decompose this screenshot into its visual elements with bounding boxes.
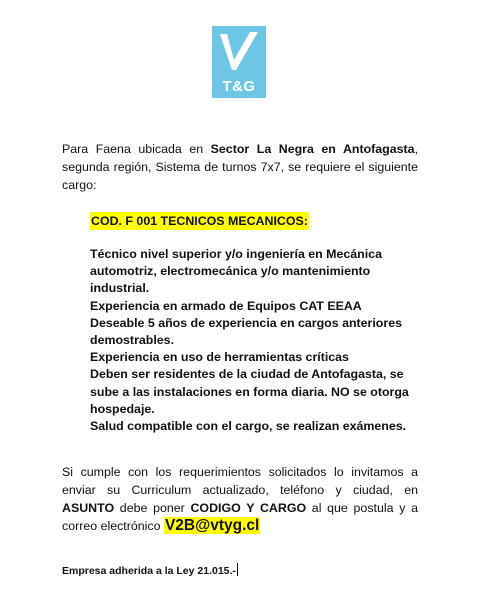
footer-text: Empresa adherida a la Ley 21.015.- (62, 565, 236, 577)
intro-paragraph (62, 140, 418, 194)
closing-paragraph (62, 463, 418, 535)
asunto-text: ASUNTO (62, 501, 115, 515)
requirement-item: Deseable 5 años de experiencia en cargos anteriores demostrables. (90, 315, 402, 348)
requirements-list (90, 246, 420, 435)
requirement-item: Experiencia en armado de Equipos CAT EEAA (90, 298, 362, 313)
intro-text-1: Para Faena ubicada en (62, 142, 211, 156)
closing-text-2: debe poner (114, 501, 191, 515)
company-logo (212, 26, 266, 98)
codigo-cargo-text: CODIGO Y CARGO (190, 501, 307, 515)
location-text: Sector La Negra en Antofagasta (210, 142, 415, 156)
requirement-item: Salud compatible con el cargo, se realizan exámenes. (90, 419, 407, 434)
closing-text-3: al que postula y a correo electrónico (62, 501, 418, 533)
text-cursor (237, 563, 238, 576)
requirement-item: Deben ser residentes de la ciudad de Antofagasta, se sube a las instalaciones en forma diaria. NO se otorga hospedaje. (90, 367, 409, 416)
footer-note (62, 563, 238, 577)
intro-text-2: , segunda región, Sistema de turnos 7x7, se requiere el siguiente cargo: (62, 142, 419, 192)
logo-text: T&G (222, 78, 256, 95)
email-link[interactable]: V2B@vtyg.cl (164, 517, 260, 534)
requirement-item: Experiencia en uso de herramientas críticas (90, 350, 349, 365)
position-title: COD. F 001 TECNICOS MECANICOS: (91, 214, 308, 228)
closing-text-1: Si cumple con los requerimientos solicitados lo invitamos a enviar su Curriculum actualizado, teléfono y ciudad, en (62, 465, 418, 497)
requirement-item: Técnico nivel superior y/o ingeniería en Mecánica automotriz, electromecánica y/o mantenimiento industrial. (90, 247, 382, 296)
